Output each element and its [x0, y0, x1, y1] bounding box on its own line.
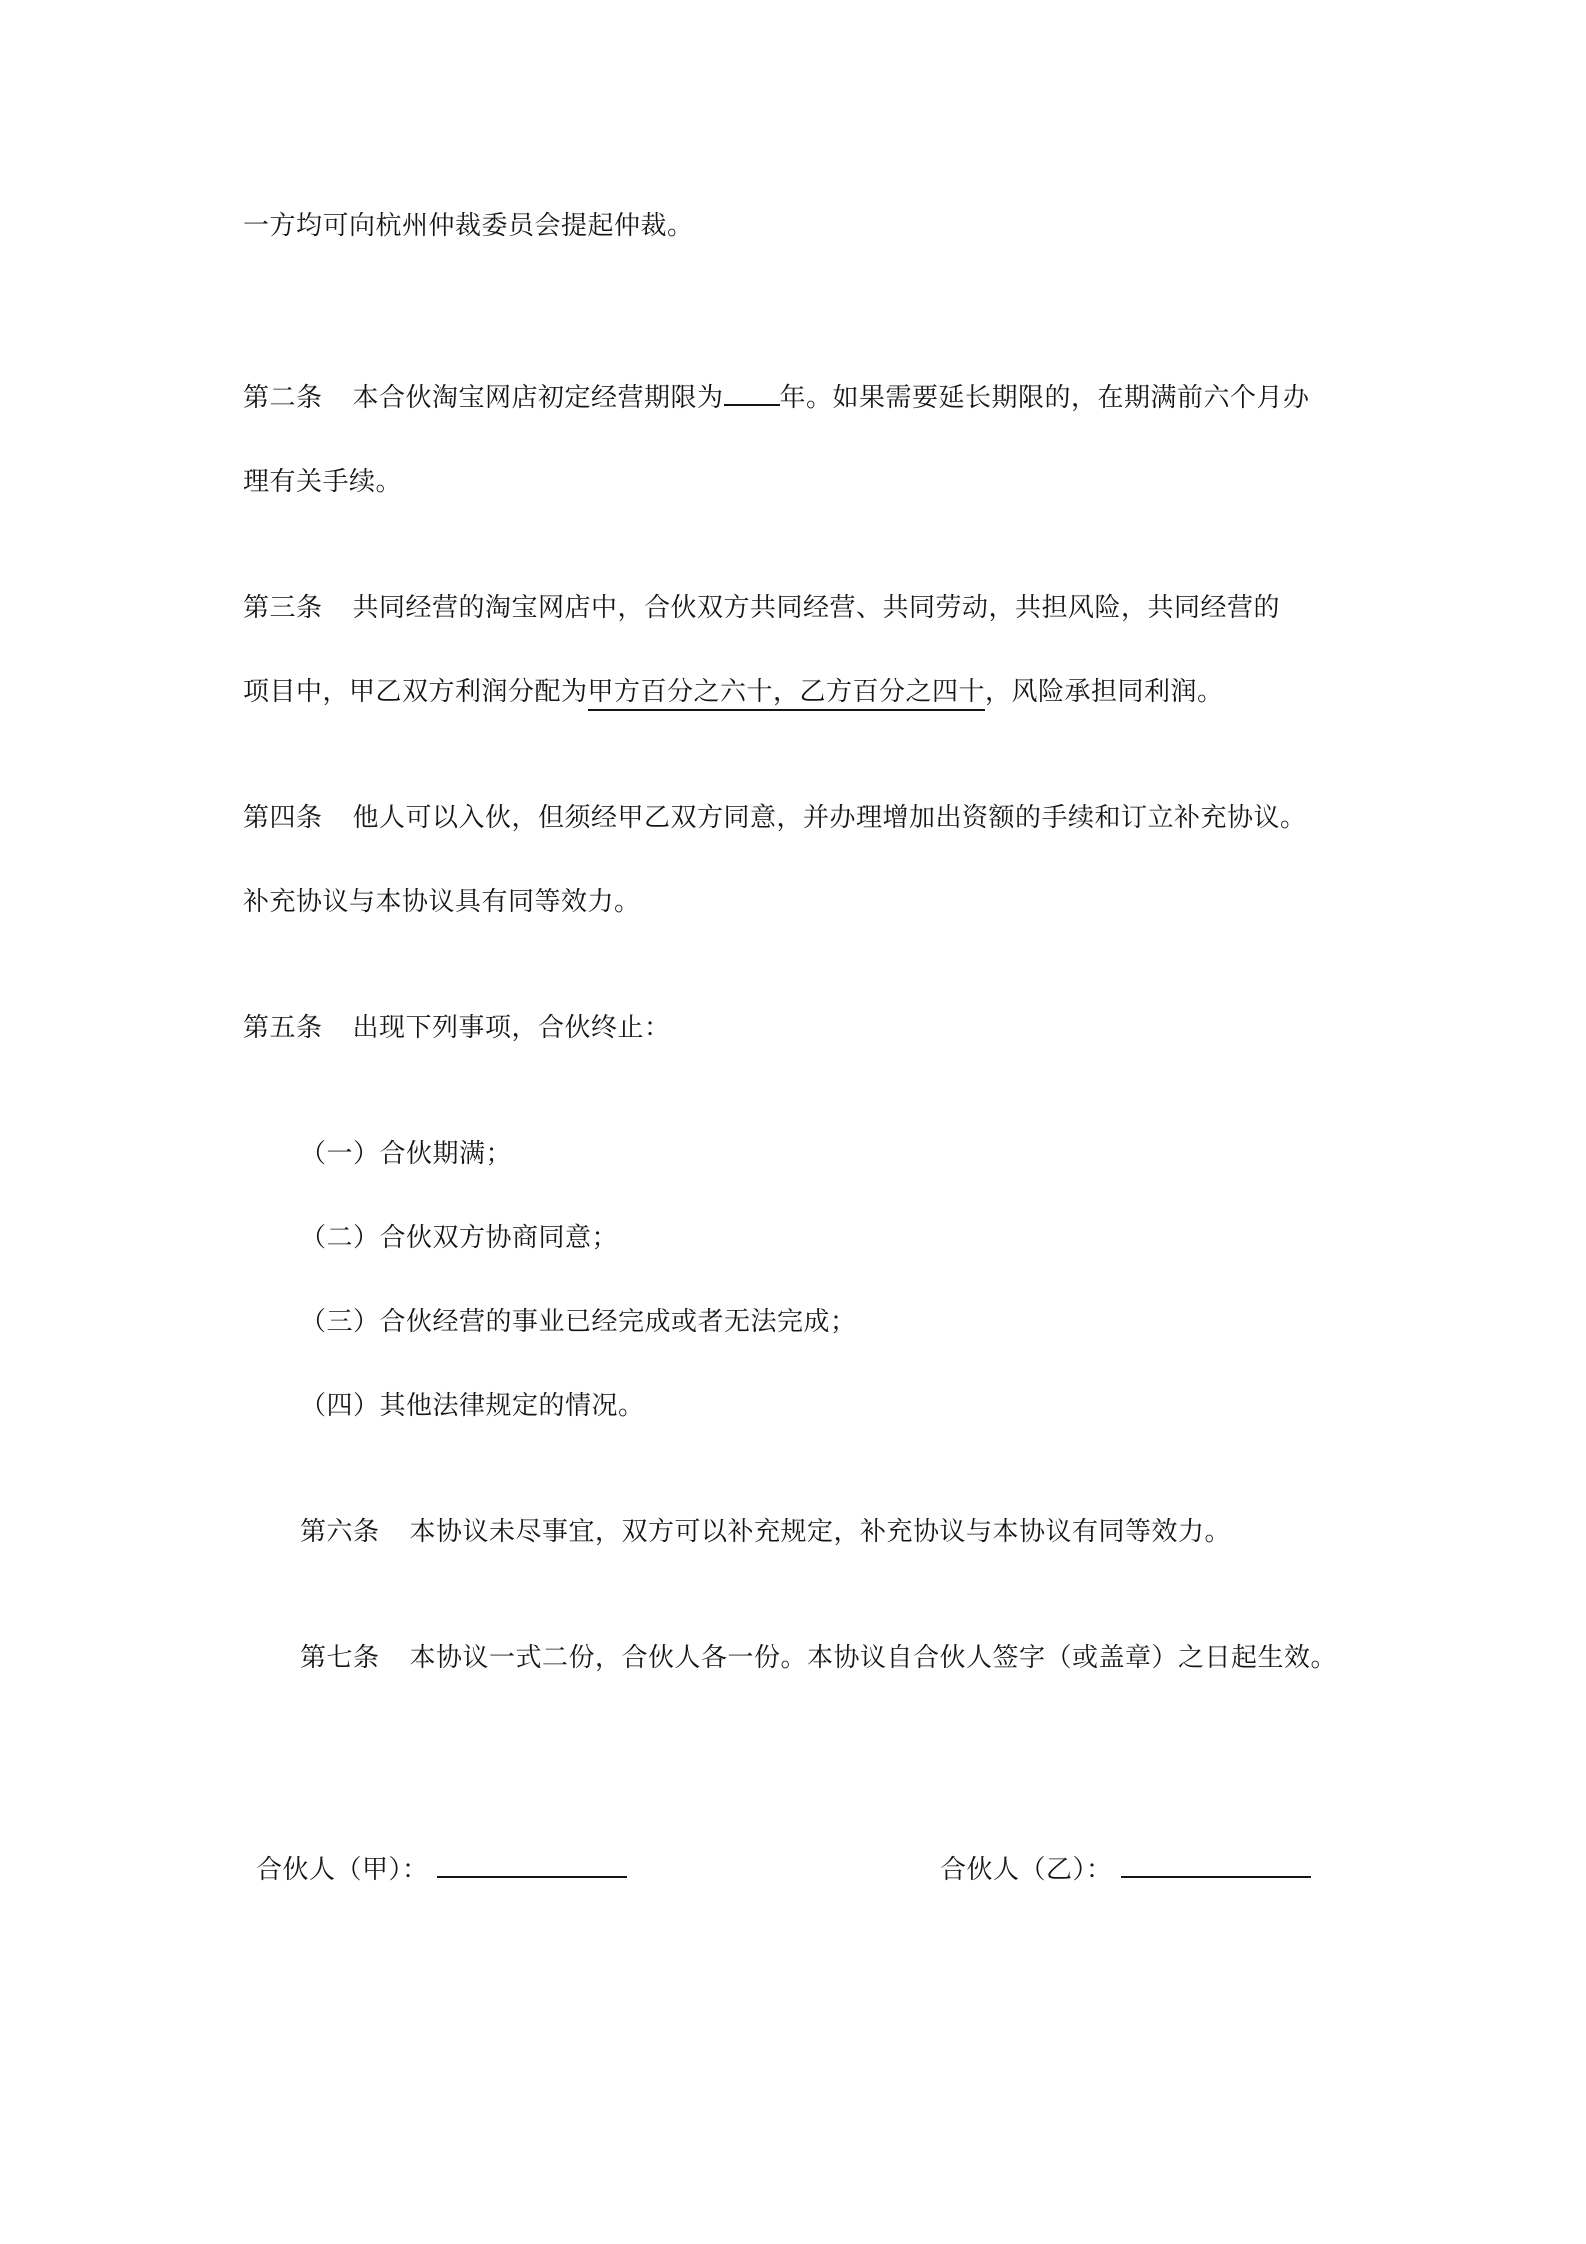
- article-6-line: [300, 1514, 1231, 1550]
- article-5-label: 第五条: [243, 1013, 323, 1043]
- article-2-text-post: 年。如果需要延长期限的，在期满前六个月办: [779, 383, 1310, 413]
- party-b-signature-field[interactable]: [1121, 1852, 1311, 1878]
- article-2-line-2: [243, 464, 402, 500]
- article-2-label: 第二条: [243, 383, 323, 413]
- article-2-continuation: 理有关手续。: [243, 467, 403, 497]
- article-2-line-1: [243, 380, 1310, 416]
- article-3-cont-pre: 项目中，甲乙双方利润分配为: [243, 677, 588, 707]
- article-3-line-2: [243, 674, 1224, 710]
- arbitration-line: [243, 208, 694, 244]
- article-4-line-1: [243, 800, 1307, 836]
- termination-item-text: （四）其他法律规定的情况。: [300, 1391, 645, 1421]
- article-6-label: 第六条: [300, 1517, 380, 1547]
- termination-item-text: （三）合伙经营的事业已经完成或者无法完成；: [300, 1307, 857, 1337]
- article-7-label: 第七条: [300, 1643, 380, 1673]
- article-7-text: 本协议一式二份，合伙人各一份。本协议自合伙人签字（或盖章）之日起生效。: [409, 1643, 1338, 1673]
- termination-item: [300, 1220, 618, 1256]
- party-a-signature-field[interactable]: [437, 1852, 627, 1878]
- article-2-text-pre: 本合伙淘宝网店初定经营期限为: [352, 383, 724, 413]
- article-4-label: 第四条: [243, 803, 323, 833]
- party-a-label: 合伙人（甲）：: [256, 1855, 429, 1885]
- article-5-line-1: [243, 1010, 671, 1046]
- article-4-continuation: 补充协议与本协议具有同等效力。: [243, 887, 641, 917]
- termination-item: [300, 1136, 512, 1172]
- article-5-text: 出现下列事项，合伙终止：: [352, 1013, 671, 1043]
- arbitration-text: 一方均可向杭州仲裁委员会提起仲裁。: [243, 211, 694, 241]
- term-years-blank[interactable]: [724, 382, 780, 406]
- article-3-label: 第三条: [243, 593, 323, 623]
- article-3-text: 共同经营的淘宝网店中，合伙双方共同经营、共同劳动，共担风险，共同经营的: [352, 593, 1281, 623]
- termination-item: [300, 1304, 857, 1340]
- profit-split-underlined: 甲方百分之六十，乙方百分之四十: [588, 677, 986, 711]
- article-3-line-1: [243, 590, 1280, 626]
- article-7-line: [300, 1640, 1337, 1676]
- party-b-label: 合伙人（乙）：: [940, 1855, 1113, 1885]
- article-4-line-2: [243, 884, 641, 920]
- termination-item-text: （一）合伙期满；: [300, 1139, 513, 1169]
- signature-party-a: [256, 1852, 627, 1888]
- signature-party-b: [940, 1852, 1311, 1888]
- termination-item: [300, 1388, 645, 1424]
- article-6-text: 本协议未尽事宜，双方可以补充规定，补充协议与本协议有同等效力。: [409, 1517, 1232, 1547]
- article-4-text: 他人可以入伙，但须经甲乙双方同意，并办理增加出资额的手续和订立补充协议。: [352, 803, 1307, 833]
- article-3-cont-post: ，风险承担同利润。: [985, 677, 1224, 707]
- termination-item-text: （二）合伙双方协商同意；: [300, 1223, 619, 1253]
